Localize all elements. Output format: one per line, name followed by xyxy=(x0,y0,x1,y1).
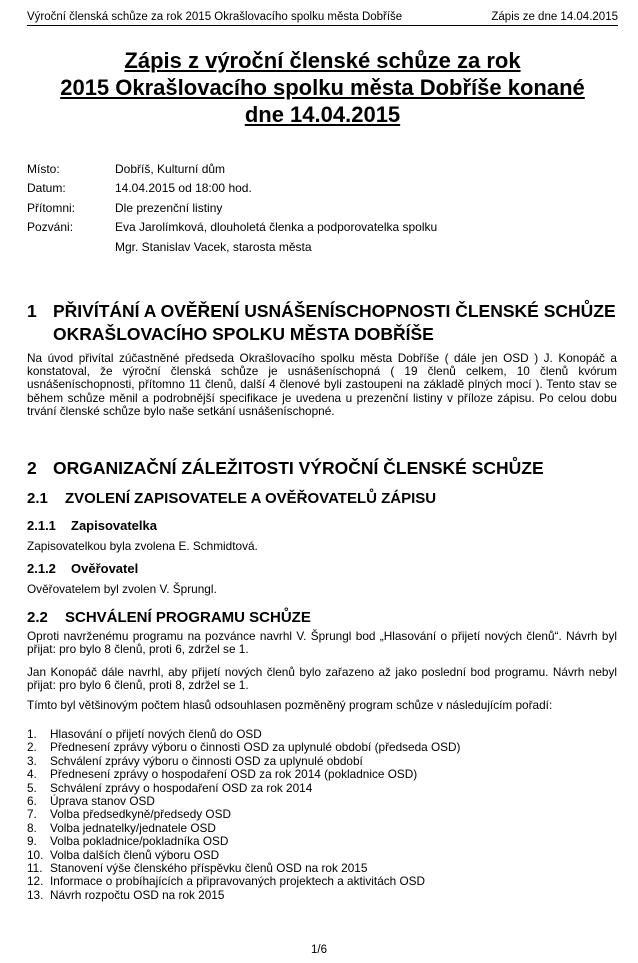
list-item-text: Hlasování o přijetí nových členů do OSD xyxy=(50,727,262,741)
section-1-paragraph: Na úvod přivítal zúčastněné předseda Okrašlovacího spolku města Dobříše ( dále jen OSD ) J. Konopáč a konstatoval, že výroční členská schůze je usnášeníschopná ( 19 členů celkem, 10 členů kvórum usnášeníschopnosti, přítomno 11 členů, další 4 členové byli zastoupeni na základě plných mocí ). Tento stav se během schůze měnil a podrobnější specifikace je uvedena u prezenční listiny v příloze zápisu. Po celou dobu trvání členské schůze bylo naše setkání usnášeníschopné. xyxy=(27,351,617,418)
program-list-item xyxy=(27,849,617,862)
section-2-1-2-heading xyxy=(27,561,618,577)
list-item-number: 13. xyxy=(27,887,44,902)
list-item-text: Přednesení zprávy o hospodaření OSD za rok 2014 (pokladnice OSD) xyxy=(50,767,418,782)
subsubsection-title: Zapisovatelka xyxy=(71,518,157,533)
program-list-item xyxy=(27,835,617,848)
program-list-item xyxy=(27,741,617,754)
program-list-item xyxy=(27,862,617,875)
subsubsection-number: 2.1.1 xyxy=(27,518,56,533)
meeting-info xyxy=(27,159,437,257)
program-list-item xyxy=(27,822,617,835)
meta-key: Pozváni: xyxy=(27,220,74,235)
program-list-item xyxy=(27,808,617,821)
list-item-number: 2. xyxy=(27,740,37,755)
meta-value: 14.04.2015 od 18:00 hod. xyxy=(115,181,252,196)
list-item-number: 10. xyxy=(27,847,44,862)
section-2-1-heading xyxy=(27,490,618,508)
meta-row-date xyxy=(27,179,437,199)
section-1-heading xyxy=(27,300,618,346)
list-item-text: Volba dalších členů výboru OSD xyxy=(50,847,220,862)
subsection-number: 2.1 xyxy=(27,490,48,507)
program-list-item xyxy=(27,795,617,808)
program-list-item xyxy=(27,728,617,741)
subsubsection-title: Ověřovatel xyxy=(71,561,139,576)
list-item-text: Návrh rozpočtu OSD na rok 2015 xyxy=(50,887,225,902)
meta-row-present xyxy=(27,198,437,218)
document-title xyxy=(27,47,618,128)
section-2-2-paragraph-3: Tímto byl většinovým počtem hlasů odsouhlasen pozměněný program schůze v následujícím pořadí: xyxy=(27,698,553,712)
list-item-text: Schválení zprávy o hospodaření OSD za rok 2014 xyxy=(50,780,313,795)
program-list-item xyxy=(27,875,617,888)
meta-value: Eva Jarolímková, dlouholetá členka a podporovatelka spolku xyxy=(115,220,438,235)
meta-key: Místo: xyxy=(27,161,60,176)
list-item-number: 4. xyxy=(27,767,37,782)
list-item-text: Přednesení zprávy výboru o činnosti OSD za uplynulé období (předseda OSD) xyxy=(50,740,461,755)
list-item-number: 7. xyxy=(27,807,37,822)
list-item-text: Schválení zprávy výboru o činnosti OSD za uplynulé období xyxy=(50,753,363,768)
list-item-number: 3. xyxy=(27,753,37,768)
section-number: 1 xyxy=(27,301,37,321)
page-header xyxy=(27,6,618,26)
meta-value: Mgr. Stanislav Vacek, starosta města xyxy=(115,239,312,254)
section-title: ORGANIZAČNÍ ZÁLEŽITOSTI VÝROČNÍ ČLENSKÉ SCHŮZE xyxy=(53,458,544,478)
section-2-2-paragraph-1: Oproti navrženému programu na pozvánce navrhl V. Šprungl bod „Hlasování o přijetí nových členů“. Návrh byl přijat: pro bylo 8 členů, proti 6, zdržel se 1. xyxy=(27,629,617,657)
header-left-text: Výroční členská schůze za rok 2015 Okrašlovacího spolku města Dobříše xyxy=(27,11,403,23)
section-title: PŘIVÍTÁNÍ A OVĚŘENÍ USNÁŠENÍSCHOPNOSTI ČLENSKÉ SCHŮZE OKRAŠLOVACÍHO SPOLKU MĚSTA DOBŘÍŠE xyxy=(53,301,616,344)
program-list-item xyxy=(27,782,617,795)
list-item-number: 8. xyxy=(27,820,37,835)
list-item-number: 6. xyxy=(27,793,37,808)
subsection-number: 2.2 xyxy=(27,609,48,626)
section-number: 2 xyxy=(27,458,37,478)
list-item-text: Informace o probíhajících a připravovaných projektech a aktivitách OSD xyxy=(50,874,426,889)
section-2-1-1-paragraph: Zapisovatelkou byla zvolena E. Schmidtová. xyxy=(27,539,258,553)
meta-key: Přítomni: xyxy=(27,200,76,215)
list-item-number: 1. xyxy=(27,727,37,741)
list-item-number: 11. xyxy=(27,860,43,875)
meta-value: Dle prezenční listiny xyxy=(115,200,223,215)
list-item-text: Stanovení výše členského příspěvku členů OSD na rok 2015 xyxy=(50,860,368,875)
title-line-3: dne 14.04.2015 xyxy=(244,102,401,127)
subsection-title: ZVOLENÍ ZAPISOVATELE A OVĚŘOVATELŮ ZÁPISU xyxy=(65,490,437,507)
meta-row-invited xyxy=(27,218,437,238)
list-item-text: Volba jednatelky/jednatele OSD xyxy=(50,820,216,835)
program-list xyxy=(27,728,617,902)
program-list-item xyxy=(27,768,617,781)
section-2-1-1-heading xyxy=(27,518,618,534)
subsection-title: SCHVÁLENÍ PROGRAMU SCHŮZE xyxy=(65,609,311,626)
subsubsection-number: 2.1.2 xyxy=(27,561,56,576)
list-item-text: Volba pokladnice/pokladníka OSD xyxy=(50,834,229,849)
section-2-2-heading xyxy=(27,609,618,627)
list-item-number: 9. xyxy=(27,834,37,849)
list-item-number: 12. xyxy=(27,874,44,889)
meta-row-place xyxy=(27,159,437,179)
section-2-1-2-paragraph: Ověřovatelem byl zvolen V. Šprungl. xyxy=(27,582,217,596)
title-line-1: Zápis z výroční členské schůze za rok xyxy=(124,48,521,73)
list-item-number: 5. xyxy=(27,780,37,795)
meta-row-invited-2 xyxy=(27,237,437,257)
header-right-text: Zápis ze dne 14.04.2015 xyxy=(491,11,618,23)
section-2-heading xyxy=(27,457,618,480)
title-line-2: 2015 Okrašlovacího spolku města Dobříše konané xyxy=(60,75,585,100)
meta-key: Datum: xyxy=(27,181,66,196)
meta-value: Dobříš, Kulturní dům xyxy=(115,161,226,176)
list-item-text: Úprava stanov OSD xyxy=(50,793,155,808)
program-list-item xyxy=(27,889,617,902)
page-number: 1/6 xyxy=(311,944,327,956)
section-2-2-paragraph-2: Jan Konopáč dále navrhl, aby přijetí nových členů bylo zařazeno až jako poslední bod programu. Návrh nebyl přijat: pro bylo 6 členů, proti 8, zdržel se 1. xyxy=(27,665,617,693)
list-item-text: Volba předsedkyně/předsedy OSD xyxy=(50,807,231,822)
program-list-item xyxy=(27,755,617,768)
